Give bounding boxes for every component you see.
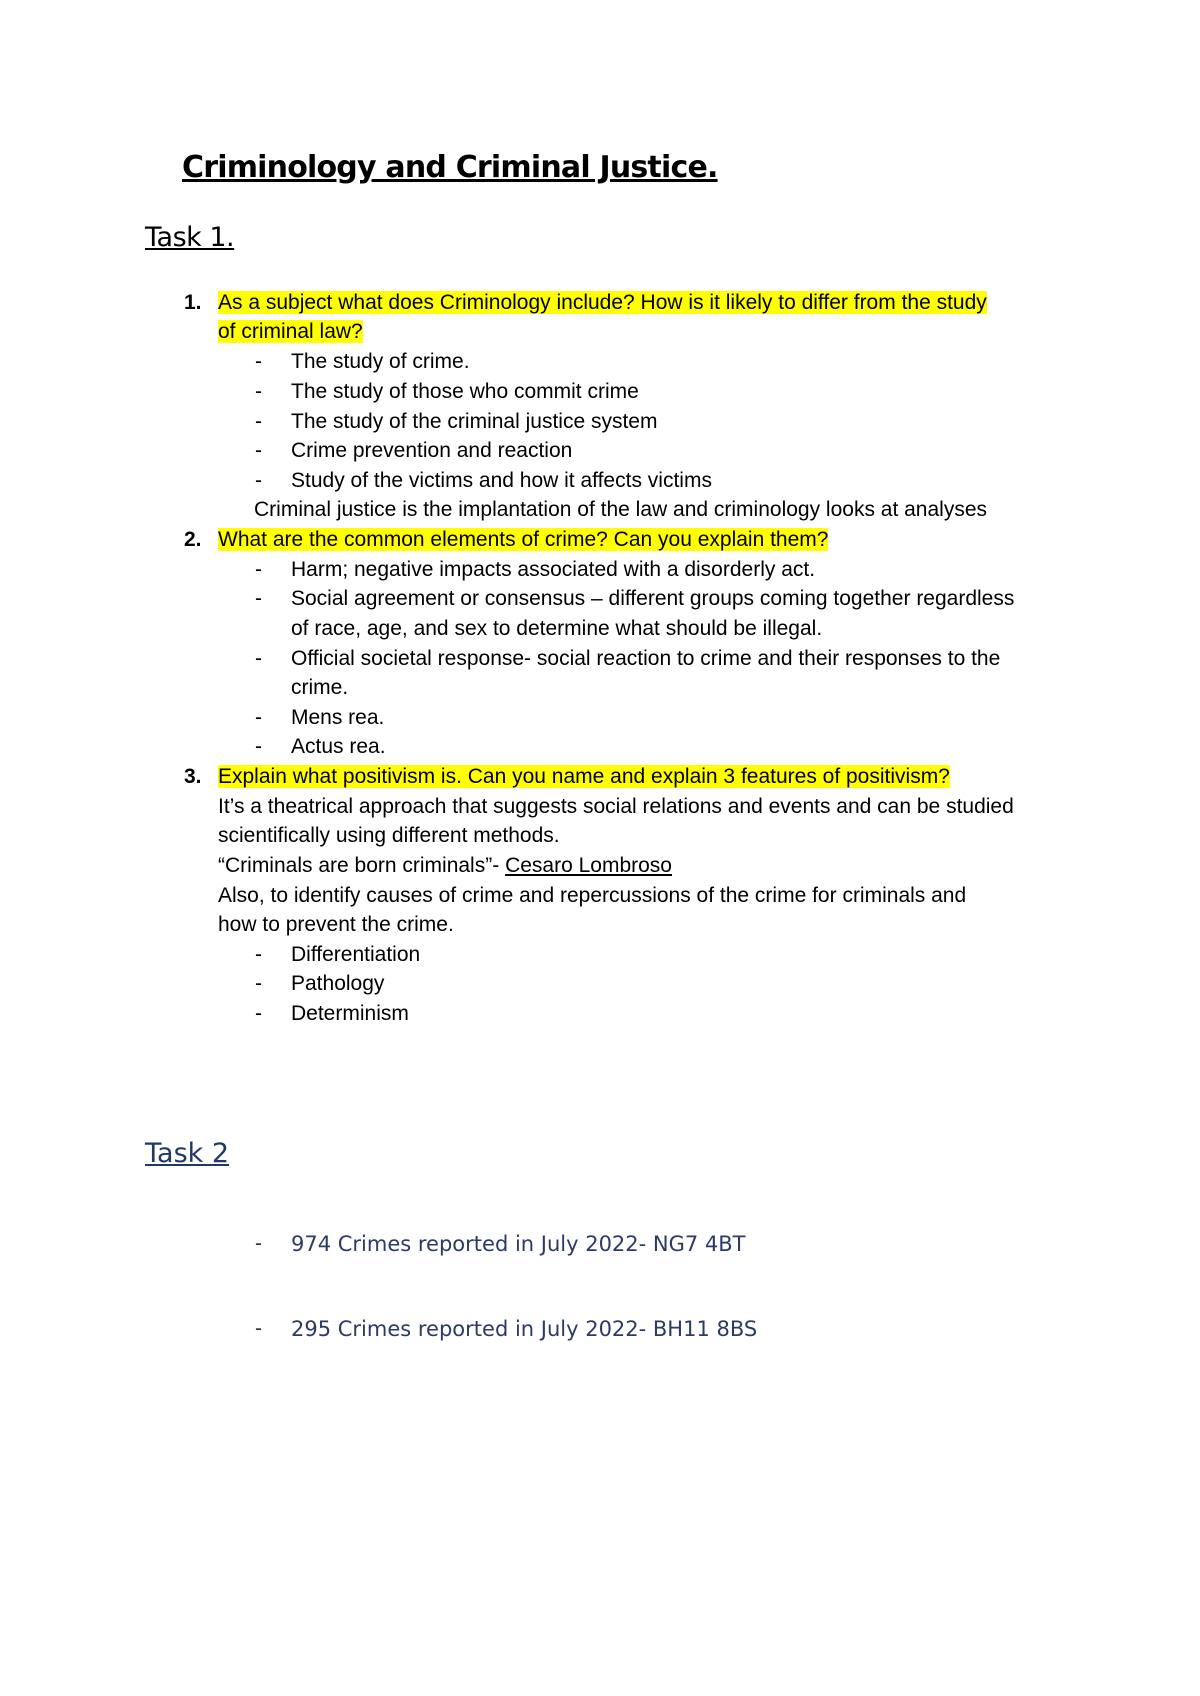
bullet-dash: -: [255, 1002, 262, 1025]
q3-para: Also, to identify causes of crime and repercussions of the crime for criminals and: [218, 884, 967, 907]
q1-bullet: The study of crime.: [291, 350, 470, 373]
bullet-dash: -: [255, 558, 262, 581]
q3-para: how to prevent the crime.: [218, 913, 454, 936]
q2-number: 2.: [184, 528, 202, 551]
q1-bullet: Crime prevention and reaction: [291, 439, 573, 462]
bullet-dash: -: [255, 706, 262, 729]
q1-line2: of criminal law?: [218, 320, 363, 343]
q3-bullet: Determinism: [291, 1002, 409, 1025]
q3-number: 3.: [184, 765, 202, 788]
q2-bullet: Actus rea.: [291, 735, 386, 758]
q3-quote: [218, 852, 672, 880]
q1-note: Criminal justice is the implantation of the law and criminology looks at analyses: [254, 498, 988, 521]
bullet-dash: -: [255, 943, 262, 966]
quote-text: “Criminals are born criminals”-: [218, 854, 506, 877]
bullet-dash: -: [255, 439, 262, 462]
bullet-dash: -: [255, 410, 262, 433]
q3-para: scientifically using different methods.: [218, 824, 560, 847]
task2-item: 295 Crimes reported in July 2022- BH11 8BS: [291, 1317, 758, 1341]
q3-para: It’s a theatrical approach that suggests social relations and events and can be studied: [218, 795, 1014, 818]
bullet-dash: -: [255, 647, 262, 670]
q1-bullet: The study of those who commit crime: [291, 380, 639, 403]
q2-bullet-cont: crime.: [291, 676, 349, 699]
q3-bullet: Differentiation: [291, 943, 421, 966]
q1-number: 1.: [184, 291, 202, 314]
bullet-dash: -: [255, 1232, 262, 1255]
task1-heading: Task 1.: [145, 222, 235, 253]
q1-bullet: The study of the criminal justice system: [291, 410, 658, 433]
quote-author: Cesaro Lombroso: [505, 854, 672, 877]
q3-line1: Explain what positivism is. Can you name and explain 3 features of positivism?: [218, 765, 950, 788]
q2-bullet-cont: of race, age, and sex to determine what should be illegal.: [291, 617, 823, 640]
q2-bullet: Harm; negative impacts associated with a disorderly act.: [291, 558, 816, 581]
q1-line1: As a subject what does Criminology include? How is it likely to differ from the study: [218, 291, 987, 314]
task2-heading: Task 2: [145, 1138, 230, 1169]
q2-bullet: Social agreement or consensus – different groups coming together regardless: [291, 587, 1015, 610]
q2-bullet: Official societal response- social reaction to crime and their responses to the: [291, 647, 1001, 670]
bullet-dash: -: [255, 587, 262, 610]
bullet-dash: -: [255, 972, 262, 995]
bullet-dash: -: [255, 1317, 262, 1340]
document-title: Criminology and Criminal Justice.: [182, 150, 718, 185]
bullet-dash: -: [255, 469, 262, 492]
q3-bullet: Pathology: [291, 972, 385, 995]
q2-bullet: Mens rea.: [291, 706, 385, 729]
bullet-dash: -: [255, 735, 262, 758]
q2-line1: What are the common elements of crime? Can you explain them?: [218, 528, 829, 551]
task2-item: 974 Crimes reported in July 2022- NG7 4BT: [291, 1232, 746, 1256]
bullet-dash: -: [255, 380, 262, 403]
bullet-dash: -: [255, 350, 262, 373]
q1-bullet: Study of the victims and how it affects victims: [291, 469, 712, 492]
